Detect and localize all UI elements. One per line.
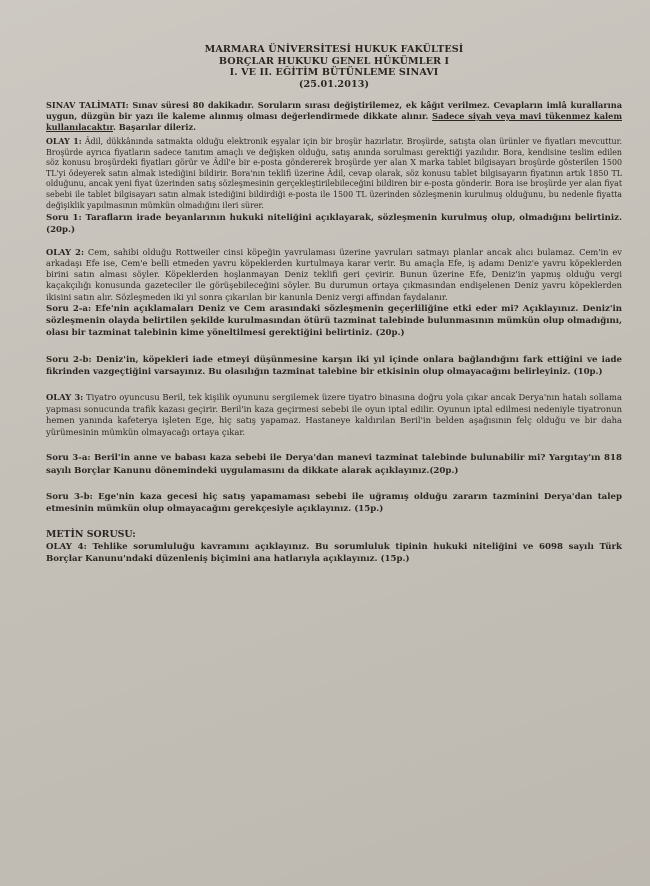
question-1-label: Soru 1: bbox=[46, 213, 82, 224]
instructions-text: Sınav süresi 80 dakikadır. Soruların sırası değiştirilemez, ek kâğıt verilmez. Cevapların imlâ kurallarına uygun, düzgün bir yazı ile kaleme alınmış olması değerlendirmede dikkate alınır. bbox=[46, 100, 622, 121]
question-2a-label: Soru 2-a: bbox=[46, 304, 92, 315]
case-2-label: OLAY 2: bbox=[46, 246, 85, 257]
exam-header bbox=[46, 44, 622, 90]
case-4-label: OLAY 4: bbox=[46, 542, 87, 553]
case-3 bbox=[46, 392, 622, 438]
question-3b-label: Soru 3-b: bbox=[46, 491, 93, 502]
question-2a bbox=[46, 303, 622, 340]
case-4-text: Tehlike sorumluluğu kavramını açıklayınız. Bu sorumluluk tipinin hukuki niteliğini ve 6098 sayılı Türk Borçlar Kanunu'ndaki düzenleniş biçimini ana hatlarıyla açıklayınız. (15p.) bbox=[46, 542, 623, 565]
exam-instructions bbox=[46, 100, 622, 133]
question-1 bbox=[46, 212, 622, 236]
case-1 bbox=[46, 137, 622, 211]
instructions-closing: . Başarılar dileriz. bbox=[113, 122, 196, 132]
text-question-title: METİN SORUSU: bbox=[46, 529, 136, 541]
course-title: BORÇLAR HUKUKU GENEL HÜKÜMLER I bbox=[218, 55, 450, 67]
question-3b bbox=[46, 491, 622, 515]
question-2b bbox=[46, 354, 622, 378]
case-1-text: Âdil, dükkânında satmakta olduğu elektronik eşyalar için bir broşür hazırlatır. Broşürde, satışta olan ürünler ve fiyatları mevcuttur. Broşürde ayrıca fiyatların sadece tanıtım amaçlı ve değişken olduğu, satış anında sorulması gerektiği yazılıdır. Bora, kendisine teslim edilen söz konusu broşürdeki fiyatları görür ve Âdil'e bir e-posta göndererek broşürde yer alan X marka tablet bilgisayarı broşürde gösterilen 1500 TL'yi ödeyerek satın almak istediğini bildirir. Bora'nın teklifi üzerine Âdil, cevap olarak, söz konusu tablet bilgisayarın fiyatının artık 1850 TL olduğunu, ancak yeni fiyat üzerinden satış sözleşmesinin gerçekleştirilebileceğini bildiren bir e-posta gönderir. Bora ise broşürde yer alan fiyat sebebi ile tablet bilgisayarı satın almak istediğini bildirdiği e-posta ile 1500 TL üzerinden sözleşmenin kurulmuş olduğunu, bu nedenle fiyatta değişiklik yapılmasının mümkün olmadığını ileri sürer. bbox=[46, 137, 622, 210]
question-3b-text: Ege'nin kaza gecesi hiç satış yapamaması sebebi ile uğramış olduğu zararın tazminini Derya'dan talep etmesinin mümkün olup olmayacağını gerekçesiyle açıklayınız. (15p.) bbox=[46, 491, 622, 515]
question-2b-text: Deniz'in, köpekleri iade etmeyi düşünmesine karşın iki yıl içinde onlara bağlandığını fark ettiğini ve iade fikrinden vazgeçtiğini varsayınız. Bu olasılığın tazminat talebine bir etkisinin olup olmayacağını belirleyiniz. (10p.) bbox=[46, 354, 622, 377]
faculty-title: MARMARA ÜNİVERSİTESİ HUKUK FAKÜLTESİ bbox=[204, 44, 464, 55]
case-2 bbox=[46, 247, 622, 303]
question-1-text: Tarafların irade beyanlarının hukuki niteliğini açıklayarak, sözleşmenin kurulmuş olup, olmadığını belirtiniz. (20p.) bbox=[46, 213, 622, 236]
exam-date: (25.01.2013) bbox=[298, 78, 370, 90]
instructions-pen-rule: Sadece siyah veya mavi tükenmez kalem kullanılacaktır bbox=[46, 111, 622, 132]
case-3-label: OLAY 3: bbox=[46, 392, 84, 403]
question-3a-label: Soru 3-a: bbox=[46, 453, 91, 464]
question-3a bbox=[46, 452, 622, 476]
exam-title: I. VE II. EĞİTİM BÜTÜNLEME SINAVI bbox=[229, 67, 439, 78]
question-2a-text: Efe'nin açıklamaları Deniz ve Cem arasındaki sözleşmenin geçerliliğine etki eder mi? Açıklayınız. Deniz'in sözleşmenin olayda belirtilen şekilde kurulmasından ötürü tazminat talebinde bulunmasının mümkün olup olmadığını, olası bir tazminat talebinin kime yöneltilmesi gerektiğini belirtiniz. (20p.) bbox=[46, 304, 622, 339]
case-3-text: Tiyatro oyuncusu Beril, tek kişilik oyununu sergilemek üzere tiyatro binasına doğru yola çıkar ancak Derya'nın hatalı sollama yapması sonucunda trafik kazası geçirir. Beril'in kaza geçirmesi sebebi ile oyun iptal edilir. Oyunun iptal edilmesi nedeniyle tiyatronun hemen yanında kafeterya işleten Ege, hiç satış yapamaz. Hastaneye kaldırılan Beril'in belden aşağısının felç olduğu ve bir daha yürümesinin mümkün olmayacağı ortaya çıkar. bbox=[46, 392, 622, 437]
question-3a-text: Beril'in anne ve babası kaza sebebi ile Derya'dan manevi tazminat talebinde bulunabilir mi? Yargıtay'ın 818 sayılı Borçlar Kanunu dönemindeki uygulamasını da dikkate alarak açıklayınız.(20p.) bbox=[46, 453, 622, 476]
question-2b-label: Soru 2-b: bbox=[46, 354, 92, 365]
case-2-text: Cem, sahibi olduğu Rottweiler cinsi köpeğin yavrulaması üzerine yavruları satmayı planlar ancak alıcı bulamaz. Cem'in ev arkadaşı Efe ise, Cem'e belli etmeden yavru köpeklerden kurtulmaya karar verir. Bu amaçla Efe, iş adamı Deniz'e yavru köpeklerden birini satın alması söyler. Köpeklerden hoşlanmayan Deniz teklifi geri çevirir. Bunun üzerine Efe, Deniz'in yapmış olduğu vergi kaçakçılığı konusunda gazeteciler ile görüşebileceğini söyler. Bu durumun ortaya çıkmasından endişelenen Deniz yavru köpeklerden ikisini satın alır. Sözleşmeden iki yıl sonra çıkarılan bir kanunla Deniz vergi affından faydalanır. bbox=[46, 246, 622, 302]
instructions-label: SINAV TALİMATI: bbox=[46, 100, 129, 110]
case-1-label: OLAY 1: bbox=[46, 137, 82, 146]
case-4-question bbox=[46, 541, 622, 565]
